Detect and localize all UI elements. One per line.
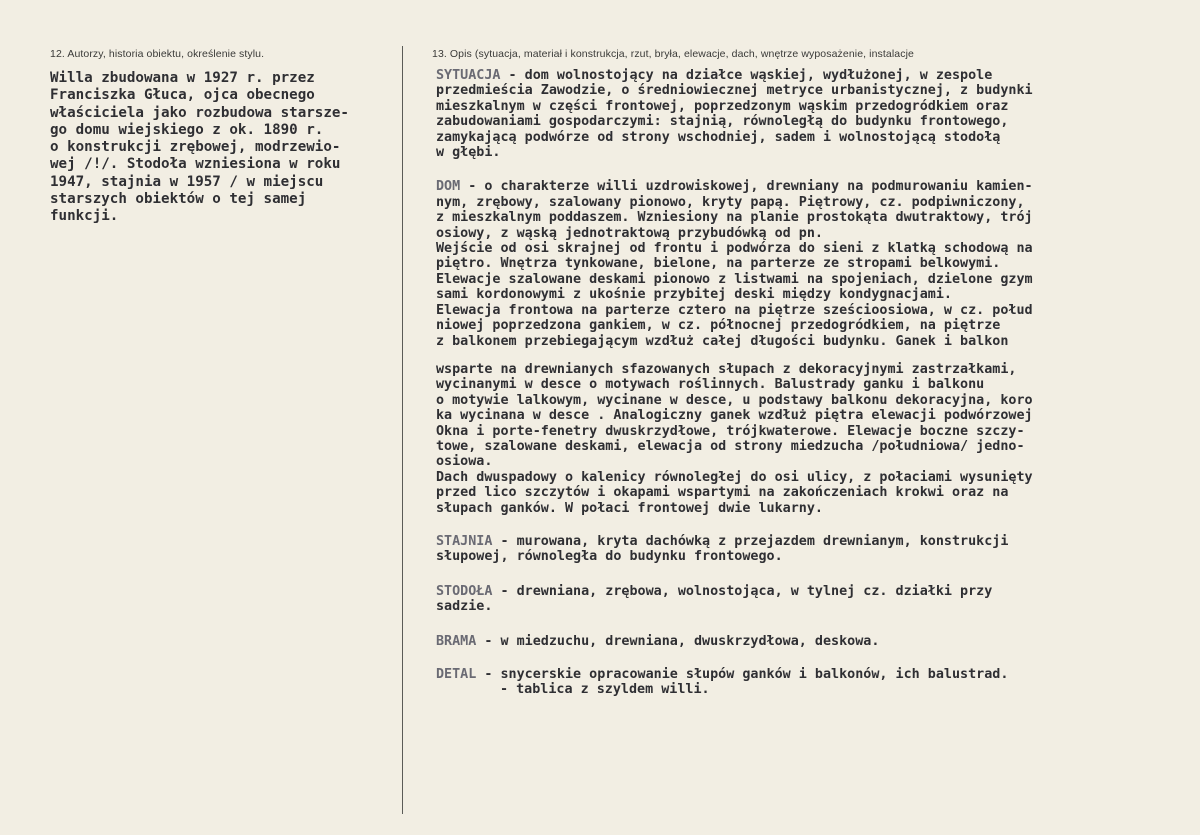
- detal-line-text: - snycerskie opracowanie słupów ganków i balkonów, ich balustrad.: [476, 667, 1009, 682]
- dom-line: piętro. Wnętrza tynkowane, bielone, na parterze ze stropami belkowymi.: [436, 256, 1001, 272]
- dom-line: sami kordonowymi z ukośnie przybitej deski między kondygnacjami.: [436, 287, 952, 303]
- dom-line: osiowa.: [436, 454, 493, 470]
- dom-line: Wejście od osi skrajnej od frontu i podwórza do sieni z klatką schodową na: [436, 241, 1033, 257]
- dom-first-line: [436, 179, 1180, 194]
- history-line: właściciela jako rozbudowa starsze-: [50, 104, 349, 121]
- detal-first-line: [436, 667, 1180, 682]
- detal-paragraph: [436, 667, 1180, 698]
- dom-line: Okna i porte-fenetry dwuskrzydłowe, trójkwaterowe. Elewacje boczne szczy-: [436, 423, 1025, 439]
- description-text: [436, 68, 1180, 698]
- brama-line-text: - w miedzuchu, drewniana, dwuskrzydłowa, deskowa.: [476, 633, 880, 649]
- sytuacja-keyword: SYTUACJA: [436, 68, 501, 83]
- dom-line-text: - o charakterze willi uzdrowiskowej, drewniany na podmurowaniu kamien-: [460, 179, 1033, 195]
- section-13-header: 13. Opis (sytuacja, materiał i konstrukcja, rzut, bryła, elewacje, dach, wnętrze wyposażenie, instalacje: [432, 48, 914, 60]
- dom-line: nym, zrębowy, szalowany pionowo, kryty papą. Piętrowy, cz. podpiwniczony,: [436, 194, 1025, 210]
- sytuacja-line: przedmieścia Zawodzie, o średniowiecznej metryce urbanistycznej, z budynki: [436, 83, 1033, 99]
- history-line: Franciszka Głuca, ojca obecnego: [50, 87, 315, 104]
- sytuacja-paragraph: [436, 68, 1180, 160]
- stodola-keyword: STODOŁA: [436, 583, 493, 599]
- dom-line: Elewacje szalowane deskami pionowo z listwami na spojeniach, dzielone gzym: [436, 271, 1033, 287]
- dom-line: Dach dwuspadowy o kalenicy równoległej do osi ulicy, z połaciami wysunięty: [436, 469, 1033, 485]
- sytuacja-line-text: - dom wolnostojący na działce wąskiej, wydłużonej, w zespole: [500, 68, 993, 83]
- history-line: Willa zbudowana w 1927 r. przez: [50, 70, 315, 86]
- stajnia-first-line: [436, 534, 1180, 549]
- dom-line: słupach ganków. W połaci frontowej dwie lukarny.: [436, 500, 823, 516]
- stodola-line: sadzie.: [436, 599, 493, 615]
- detal-keyword: DETAL: [436, 667, 477, 682]
- dom-line: Elewacja frontowa na parterze cztero na piętrze sześcioosiowa, w cz. połud: [436, 302, 1033, 318]
- brama-keyword: BRAMA: [436, 633, 477, 649]
- dom-line: z balkonem przebiegającym wzdłuż całej długości budynku. Ganek i balkon: [436, 333, 1009, 349]
- dom-line: o motywie lalkowym, wycinane w desce, u podstawy balkonu dekoracyjna, koro: [436, 392, 1033, 408]
- sytuacja-line: mieszkalnym w części frontowej, poprzedzonym wąskim przedogródkiem oraz: [436, 98, 1009, 114]
- sytuacja-first-line: [436, 68, 1180, 83]
- dom-keyword: DOM: [436, 179, 461, 195]
- stajnia-line-text: - murowana, kryta dachówką z przejazdem drewnianym, konstrukcji: [492, 533, 1009, 549]
- stajnia-keyword: STAJNIA: [436, 533, 493, 549]
- dom-paragraph: [436, 179, 1180, 516]
- sytuacja-line: w głębi.: [436, 145, 501, 161]
- stajnia-line: słupowej, równoległa do budynku frontowego.: [436, 549, 783, 565]
- dom-line: niowej poprzedzona gankiem, w cz. północnej przedogródkiem, na piętrze: [436, 318, 1001, 334]
- history-line: wej /!/. Stodoła wzniesiona w roku: [50, 156, 341, 173]
- dom-line: przed lico szczytów i okapami wspartymi na zakończeniach krokwi oraz na: [436, 485, 1009, 501]
- stajnia-paragraph: [436, 534, 1180, 565]
- dom-line: towe, szalowane deskami, elewacja od strony miedzucha /południowa/ jedno-: [436, 438, 1025, 454]
- section-12-header: 12. Autorzy, historia obiektu, określenie stylu.: [50, 48, 265, 60]
- dom-line: z mieszkalnym poddaszem. Wzniesiony na planie prostokąta dwutraktowy, trój: [436, 210, 1033, 226]
- dom-line: ka wycinana w desce . Analogiczny ganek wzdłuż piętra elewacji podwórzowej: [436, 408, 1033, 424]
- history-line: 1947, stajnia w 1957 / w miejscu: [50, 173, 324, 190]
- dom-line: wycinanymi w desce o motywach roślinnych. Balustrady ganku i balkonu: [436, 377, 985, 393]
- sytuacja-line: zabudowaniami gospodarczymi: stajnią, równoległą do budynku frontowego,: [436, 114, 1009, 130]
- stodola-first-line: [436, 584, 1180, 599]
- brama-paragraph: [436, 634, 1180, 649]
- dom-line: osiowy, z wąską jednotraktową przybudówką od pn.: [436, 225, 823, 241]
- history-line: starszych obiektów o tej samej: [50, 191, 307, 208]
- stodola-line-text: - drewniana, zrębowa, wolnostojąca, w tylnej cz. działki przy: [492, 583, 993, 599]
- sytuacja-line: zamykającą podwórze od strony wschodniej, sadem i wolnostojącą stodołą: [436, 129, 1001, 145]
- dom-line: wsparte na drewnianych sfazowanych słupach z dekoracyjnymi zastrzałkami,: [436, 361, 1017, 377]
- detal-second-line: - tablica z szyldem willi.: [500, 682, 710, 698]
- column-divider: [402, 46, 403, 814]
- stodola-paragraph: [436, 584, 1180, 615]
- history-line: o konstrukcji zrębowej, modrzewio-: [50, 139, 341, 156]
- history-line: go domu wiejskiego z ok. 1890 r.: [50, 121, 324, 138]
- history-text: [50, 70, 400, 226]
- brama-first-line: [436, 634, 1180, 649]
- history-line: funkcji.: [50, 208, 119, 225]
